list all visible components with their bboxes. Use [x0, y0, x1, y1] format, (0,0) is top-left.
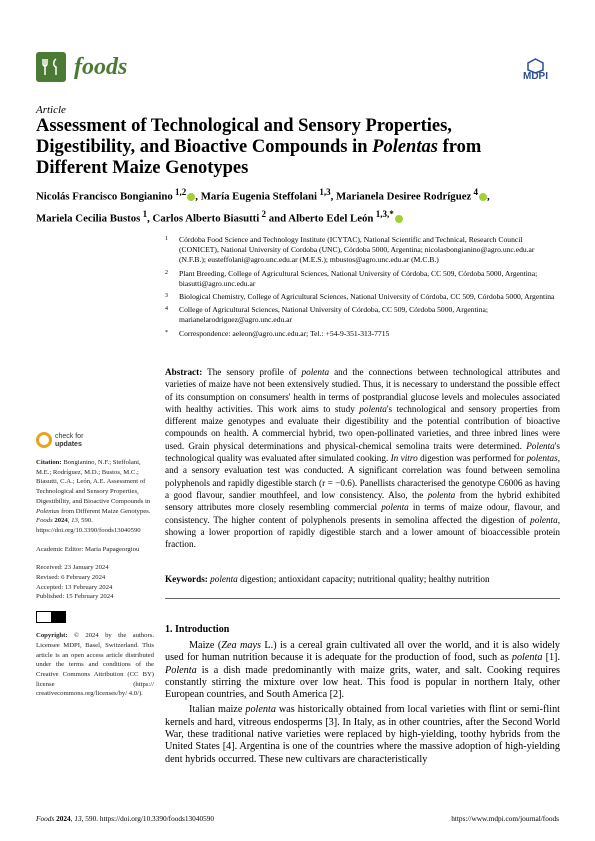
article-title: Assessment of Technological and Sensory Properties, Digestibility, and Bioactive Compounds in Polentas from Different Maize Genotypes [36, 116, 482, 178]
publisher-name: MDPI [523, 71, 548, 82]
orcid-icon[interactable] [395, 215, 403, 223]
introduction-body [165, 640, 560, 769]
author-name: Nicolás Francisco Bongianino [36, 190, 173, 203]
affiliations [165, 235, 560, 342]
author-name: María Eugenia Steffolani [200, 190, 318, 203]
citation: Citation: Bongianino, N.F.; Steffolani, M.E.; Rodríguez, M.D.; Bustos, M.C.; Biasutti, C.A.; León, A.E. Assessment of Technological and Sensory Properties, Digestibility, and Bioactive Compounds in Polentas from Different Maize Genotypes. Foods 2024, 13, 590. https://doi.org/10.3390/foods13040590 [36, 459, 151, 534]
footer-journal-url[interactable]: https://www.mdpi.com/journal/foods [451, 814, 559, 823]
check-for-updates-icon[interactable] [36, 432, 52, 448]
date-received: Received: 23 January 2024 [36, 564, 109, 572]
abstract: Abstract: The sensory profile of polenta and the connections between technological attributes and varieties of maize have not been extensively studied. Thus, it is necessary to understand the possible effect of its consumption on consumers' health in terms of postprandial glucose levels and molecules associated with healthy activities. This work aims to study polenta's technological and sensory properties from different maize genotypes and evaluate their digestibility and the potential contribution of bioactive compounds on health. A commercial hybrid, two open-pollinated varieties, and three inbred lines were used. Grain physical determinations and physical-chemical semolina traits were determined. Polenta's technological quality was evaluated after simulated cooking. In vitro digestion was performed for polentas, and a sensory evaluation test was conducted. A significant correlation was found between semolina polyphenols and rapidly digestible starch (r = −0.6). Panellists characterised the genotype C6006 as having a good flavour, sandier mouthfeel, and low consistency. Also, the polenta from the hybrid exhibited sensory attributes more closely resembling commercial polenta in terms of maize odour, flavour, and consistency. The higher content of polyphenols presents in semolina affected the digestion of polenta, showing a lower proportion of rapidly digestible starch and a lower amount of bioaccessible protein fraction. [165, 367, 561, 550]
publisher-logo [513, 58, 558, 84]
section-divider [165, 598, 560, 599]
author-list: Nicolás Francisco Bongianino $^{1,2}$ , María Eugenia Steffolani $^{1,3}$, Marianela Desiree Rodríguez $^4$ , Mariela Cecilia Bustos $^1$, Carlos Alberto Biasutti $^2$ and Alberto Edel León $^{1,3,*}$ [36, 187, 490, 225]
correspondence: * Correspondence: aeleon@agro.unc.edu.ar; Tel.: +54-9-351-313-7715 [165, 328, 390, 338]
check-for-updates-label[interactable]: check for updates [55, 433, 84, 448]
date-accepted: Accepted: 13 February 2024 [36, 583, 113, 591]
author-name: Mariela Cecilia Bustos [36, 212, 141, 225]
affiliation-item: 2 Plant Breeding, College of Agricultural Sciences, National University of Córdoba, CC 509, Córdoba 5000, Argentina; biasutti@agro.unc.edu.ar [165, 268, 538, 288]
date-published: Published: 15 February 2024 [36, 593, 114, 601]
author-name: Carlos Alberto Biasutti [152, 212, 260, 225]
sidebar-metadata [36, 458, 154, 699]
date-revised: Revised: 6 February 2024 [36, 574, 106, 582]
affiliation-item: 1 Córdoba Food Science and Technology Institute (ICYTAC), National Scientific and Technical, Research Council (CONICET), National University of Cordoba (UNC), Córdoba 5000, Argentina; nicolasbongianino@agro.unc.edu.ar (N.F.B.); eusteffolani@agro.unc.edu.ar (M.E.S.); mbustos@agro.unc.edu.ar (M.C.B.) [165, 235, 535, 265]
copyright: Copyright: © 2024 by the authors. Licensee MDPI, Basel, Switzerland. This article is an open access article distributed under the terms and conditions of the Creative Commons Attribution (CC BY) license (https:// creativecommons.org/licenses/by/ 4.0/). [36, 632, 154, 698]
keywords: Keywords: polenta digestion; antioxidant capacity; nutritional quality; healthy nutrition [165, 574, 490, 584]
journal-logo-icon [36, 52, 66, 82]
journal-name: foods [74, 54, 128, 80]
cc-license-icon[interactable] [36, 611, 66, 623]
affiliation-item: 3 Biological Chemistry, College of Agricultural Sciences, National University of Córdoba, CC 509, Córdoba 5000, Argentina [165, 292, 555, 302]
academic-editor: Academic Editor: Maria Papageorgiou [36, 545, 140, 553]
affiliation-item: 4 College of Agricultural Sciences, National University of Córdoba, CC 509, Córdoba 5000, Argentina; marianelarodriguez@agro.unc.edu.ar [165, 305, 489, 325]
section-heading: 1. Introduction [165, 624, 230, 635]
paragraph: Maize (Zea mays L.) is a cereal grain cultivated all over the world, and it is also widely used for human nutrition because it is adequate for the production of food, such as polenta [1]. Polenta is a dish made predominantly with maize grits, water, and salt. Cooking requires constantly stirring the mixture over low heat. This food is popular in northern Italy, other European countries, and South America [2]. [165, 640, 560, 701]
footer-citation: Foods 2024, 13, 590. https://doi.org/10.3390/foods13040590 [36, 814, 215, 823]
article-type: Article [36, 104, 66, 116]
author-name: Alberto Edel León [288, 212, 374, 225]
author-name: Marianela Desiree Rodríguez [335, 190, 472, 203]
orcid-icon[interactable] [479, 193, 487, 201]
paragraph: Italian maize polenta was historically obtained from local varieties with flint or semi-flint kernels and hard, vitreous endosperms [3]. In Italy, as in other countries, after the Second World War, these traditional native varieties were replaced by high-yielding, toothy hybrids from the United States [4]. Argentina is one of the countries where the massive adoption of high-yielding dent hybrids occurred. These new cultivars are characteristically [165, 704, 560, 765]
